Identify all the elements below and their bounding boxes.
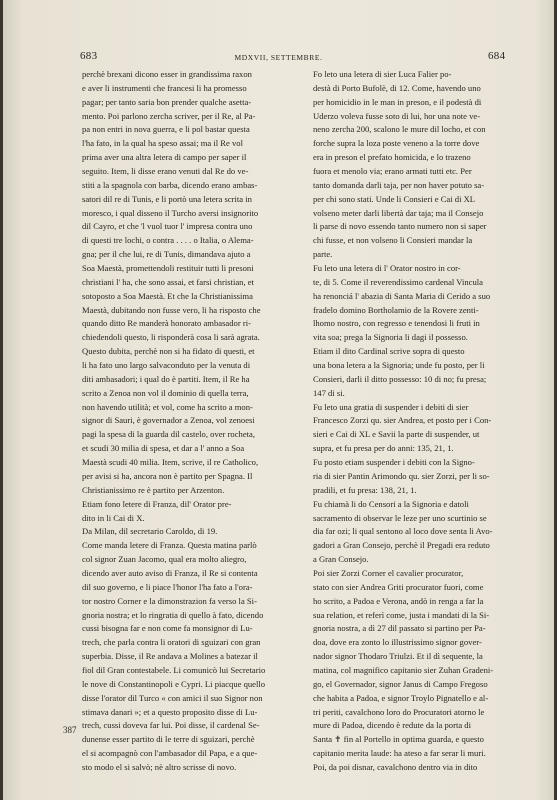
text-line: Francesco Zorzi qu. sier Andrea, et posto per i Con- xyxy=(313,415,492,426)
text-line: pagi la spesa di la guarda dil castelo, over rocheta, xyxy=(82,429,255,440)
text-line: che habita a Padoa, e signor Troylo Pignatello e al- xyxy=(313,692,489,703)
text-line: tanto domanda darli taja, per non haver potuto sa- xyxy=(313,179,485,190)
text-line: Poi, da poi disnar, cavalchono dentro via in dito xyxy=(313,761,478,772)
text-line: pradili, et fu presa: 138, 21, 1. xyxy=(313,484,417,495)
text-line: l'ha fato, in la qual ha speso assai; ma il Re vol xyxy=(82,138,243,149)
text-line: doa, dove era zonto lo illustrissimo signor gover- xyxy=(313,637,482,648)
text-line: chi fusse, et non volseno li Consieri mandar la xyxy=(313,235,473,246)
text-line: Santa ✝ fin al Portello in optima guarda, e questo xyxy=(313,734,484,745)
text-line: nador signor Thodaro Triulzi. Et il dì sequente, la xyxy=(313,651,483,662)
text-line: et scudi 30 milia di spesa, et dar a l' anno a Soa xyxy=(82,443,245,454)
text-line: gna; per il che lui, re di Tunis, dimandava ajuto a xyxy=(82,249,251,260)
text-line: non havendo utilità; et vol, come ha scrito a mon- xyxy=(82,401,253,412)
text-line: Consieri, darli il ditto possesso: 10 di no; fu presa; xyxy=(313,373,487,384)
text-line: Maestà scudi 40 milia. Item, scrive, il re Catholico, xyxy=(82,457,259,468)
text-line: dia far ozi; li qual sentono al loco dove senta li Avo- xyxy=(313,526,493,537)
text-line: le nove di Constantinopoli e Cypri. Li piacque quello xyxy=(82,678,266,689)
text-line: diti ambasadori; i qual do è partiti. Item, il Re ha xyxy=(82,373,250,384)
text-line: gadori a Gran Consejo, perchè il Pregadi era reduto xyxy=(313,540,490,551)
text-line: mure di Padoa, dicendo è redute da la porta di xyxy=(313,720,471,731)
text-line: dicendo aver auto aviso di Franza, il Re si contenta xyxy=(82,567,258,578)
text-line: moresco, i qual disseno il Turcho aversi insignorito xyxy=(82,207,259,218)
text-line: Uderzo voleva fusse soto di lui, hor una note ve- xyxy=(313,110,481,121)
text-line: Christianissimo re è partito per Arzenton. xyxy=(82,484,225,495)
text-line: li ha fato uno largo salvaconduto per la venuta di xyxy=(82,360,251,371)
text-line: destà di Porto Bufolè, di 12. Come, havendo uno xyxy=(313,82,481,93)
text-line: fradelo domino Bortholamio de la Rovere zenti- xyxy=(313,304,479,315)
text-line: sacramento di observar le leze per uno scurtinio se xyxy=(313,512,487,523)
text-line: di questi tre lochi, o contra . . . . o Italia, o Alema- xyxy=(82,235,254,246)
text-line: mento. Poi parlono zercha scriver, per il Re, al Pa- xyxy=(82,110,256,121)
text-line: fuora et menolo via; erano armati tutti etc. Per xyxy=(313,166,472,177)
text-line: stato con sier Andrea Griti procurator fuori, come xyxy=(313,581,484,592)
text-line: perchè brexani dicono esser in grandissima raxon xyxy=(82,69,252,79)
text-line: Fo leto una letera di sier Luca Falier po- xyxy=(313,69,452,79)
text-line: trech, cussi doveva far lui. Poi disse, il cardenal Se- xyxy=(82,720,260,731)
text-line: col signor Zuan Jacomo, qual era molto aliegro, xyxy=(82,554,247,565)
text-line: per homicidio in le man in preson, e il podestà di xyxy=(313,96,482,107)
text-line: ria di sier Pantin Arimondo qu. sier Zorzi, per li so- xyxy=(313,470,490,481)
text-line: pagar; per tanto saria bon prender qualche asetta- xyxy=(82,96,252,107)
text-line: sto modo el si salvò; nè altro scrisse di novo. xyxy=(82,761,237,772)
text-line: el si acompagnò con l'ambasador dil Papa, e a que- xyxy=(82,748,258,759)
text-line: dil Cayro, et che 'l vuol tuor l' impresa contra uno xyxy=(82,221,253,232)
text-line: sieri e Cai di XL e Savii la parte di suspender, ut xyxy=(313,429,480,440)
text-line: fiol dil Gran contestabele. Li comunicò lui Secretario xyxy=(82,664,266,675)
margin-note: 387 xyxy=(63,725,77,735)
text-line: vita soa; prega la Signoria li dagi il possesso. xyxy=(313,332,468,343)
text-line: neno zercha 200, scalono le mure dil locho, et con xyxy=(313,124,486,135)
text-line: Come manda letere di Franza. Questa matina parlò xyxy=(82,540,257,551)
text-line: prima aver una altra letera di campo per saper il xyxy=(82,152,247,163)
text-line: gnoria nostra; et lo ringratia di quello à fato, dicendo xyxy=(82,609,264,620)
left-edge-shadow xyxy=(0,0,3,800)
text-line: satori dil re di Tunis, e li portò una letera scrita in xyxy=(82,193,252,204)
text-line: trech, che parla contra li oratori di sguizari con gran xyxy=(82,637,261,648)
text-line: e aver li instrumenti che francesi li ha promesso xyxy=(82,82,247,93)
text-line: parte. xyxy=(313,249,333,260)
text-line: a Gran Consejo. xyxy=(313,554,369,565)
text-line: dil suo governo, e li piace l'honor l'ha fato a l'ora- xyxy=(82,581,253,592)
text-line: scrito a Zenoa non vol il dominio di quella terra, xyxy=(82,387,249,398)
text-line: Etiam fono letere di Franza, dil' Orator pre- xyxy=(82,498,232,509)
text-line: Etiam il dito Cardinal scrive sopra di questo xyxy=(313,346,465,357)
page-number-right: 684 xyxy=(488,50,506,62)
text-line: dunense esser partito di le terre di sguizari, perchè xyxy=(82,734,255,745)
text-line: era in preson el prefato homicida, e lo trazeno xyxy=(313,152,471,163)
text-line: signor di Sauri, è governador a Zenoa, vol zenoesi xyxy=(82,415,255,426)
text-line: Soa Maestà, promettendoli restituir tutti li presoni xyxy=(82,263,254,274)
running-title: MDXVII, SETTEMBRE. xyxy=(234,53,323,62)
text-line: Questo dubita, perchè non si ha fidato di questi, et xyxy=(82,346,255,357)
text-line: tor nostro Corner e la dimonstrazion fa verso la Si- xyxy=(82,595,257,606)
page-number-left: 683 xyxy=(80,50,98,62)
text-line: li parse di novo essendo tanto numero non si saper xyxy=(313,221,487,232)
text-line: christiani l' ha, che sono assai, et farsi christian, et xyxy=(82,276,254,287)
text-line: Fu posto etiam suspender i debiti con la Signo- xyxy=(313,457,475,468)
text-line: per chi sono stati. Unde li Consieri e Cai di XL xyxy=(313,193,476,204)
text-line: go, el Governador, signor Janus di Campo Fregoso xyxy=(313,678,488,689)
text-line: seguito. Item, li disse erano venuti dal Re do ve- xyxy=(82,166,249,177)
text-line: Fu leto una gratia di suspender i debiti di sier xyxy=(313,401,469,412)
text-line: 147 di si. xyxy=(313,387,345,398)
text-line: forche supra la loza poste veneno a la torre dove xyxy=(313,138,480,149)
text-line: ha renonciá l' abazia di Santa Maria di Cerido a suo xyxy=(313,290,491,301)
text-line: pa non entri in nova guerra, e li pol bastar questa xyxy=(82,124,250,135)
text-line: Da Milan, dil secretario Caroldo, di 19. xyxy=(82,526,218,537)
text-line: disse l'orator dil Turco « con amici il suo Signor non xyxy=(82,692,263,703)
text-line: lhomo nostro, con regresso e tenendosi li fruti in xyxy=(313,318,480,329)
text-line: stiti a la spagnola con barba, dicendo erano ambas- xyxy=(82,179,258,190)
text-line: gnoria nostra, a dì 27 dil passato si partino per Pa- xyxy=(313,623,486,634)
text-line: sua relation, et referì come, justa i mandati di la Si- xyxy=(313,609,490,620)
text-line: Fu chiamà li do Censori a la Signoria e datoli xyxy=(313,498,469,509)
text-line: Maestà, dubitando non fusse vero, li ha risposto che xyxy=(82,304,261,315)
text-line: chiedendoli questo, li risponderà cosa li sarà agrata. xyxy=(82,332,260,343)
text-line: cussi bisogna far e non come fa monsignor di Lu- xyxy=(82,623,253,634)
text-line: matina, col magnifico capitanio sier Zuhan Gradeni- xyxy=(313,664,494,675)
text-line: stimava danari »; et a questo proposito disse di Lu- xyxy=(82,706,258,717)
text-line: capitanio merita laude: ha ateso a far serar li muri. xyxy=(313,748,486,759)
text-line: sotoposto a Soa Maestà. Et che la Christianissima xyxy=(82,290,253,301)
text-line: dito in li Cai di X. xyxy=(82,512,145,523)
right-text-column xyxy=(313,68,521,775)
text-line: una bona letera a la Signoria; unde fu posto, per li xyxy=(313,360,485,371)
text-line: per avisi si ha, ancora non è partito per Spagna. Il xyxy=(82,470,253,481)
text-line: ho scrito, a Padoa e Verona, andò in renga a far la xyxy=(313,595,484,606)
text-line: Fu leto una letera di l' Orator nostro in cor- xyxy=(313,263,461,274)
text-line: volseno meter darli libertà dar taja; ma il Consejo xyxy=(313,207,484,218)
left-text-column xyxy=(82,68,290,775)
text-line: quando ditto Re manderà honorato ambasador ri- xyxy=(82,318,251,329)
text-line: supra, et fu presa per do anni: 135, 21, 1. xyxy=(313,443,454,454)
text-line: Poi sier Zorzi Corner el cavalier procurator, xyxy=(313,567,464,578)
text-line: te, di 5. Come il reverendissimo cardenal Vincula xyxy=(313,276,483,287)
text-line: tri periti, cavalchono loro do Procuratori atorno le xyxy=(313,706,485,717)
text-line: superbia. Disse, il Re andava a Molines a batezar il xyxy=(82,651,258,662)
